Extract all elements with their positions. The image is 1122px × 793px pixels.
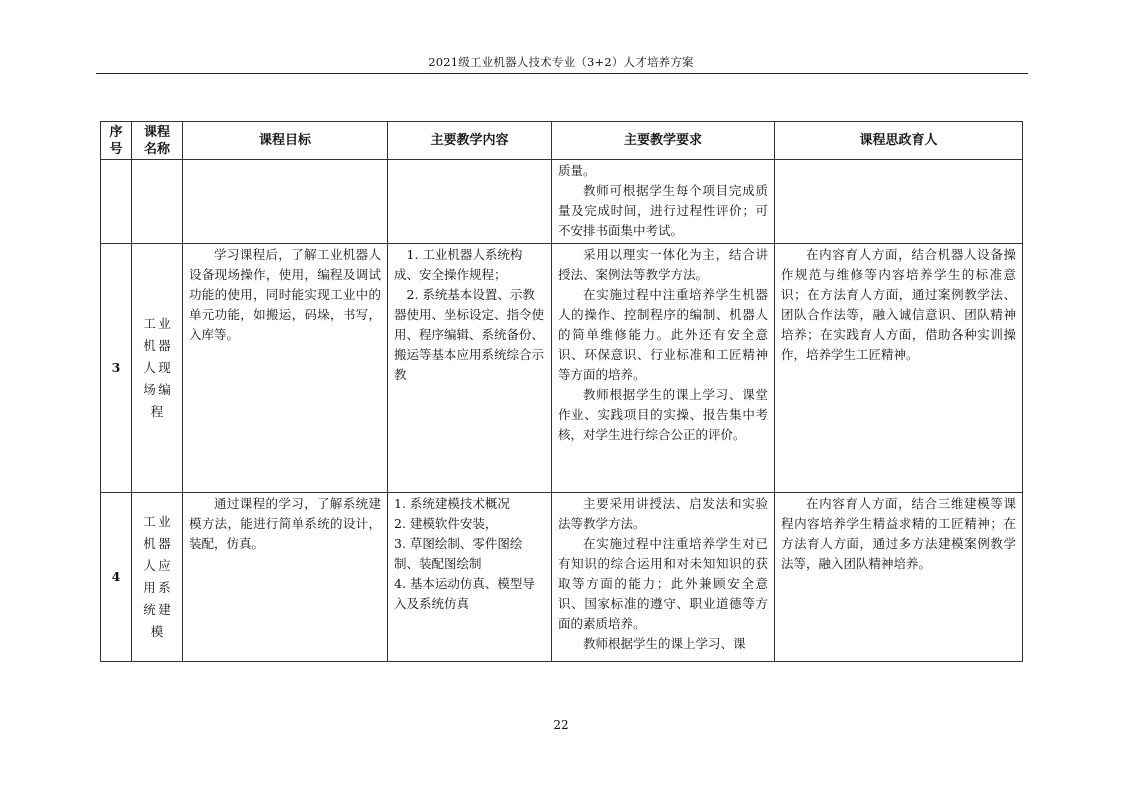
col-header-seq: 序号: [101, 122, 132, 160]
table-row-course-3: [101, 244, 1023, 493]
ideology-text: 在内容育人方面，结合三维建模等课程内容培养学生精益求精的工匠精神；在方法育人方面，通过多方法建模案例教学法等，融入团队精神培养。: [781, 496, 1016, 571]
course-name-char: 应: [158, 558, 171, 573]
document-header-title: 2021级工业机器人技术专业（3+2）人才培养方案: [428, 55, 694, 69]
requirement-paragraph: 采用以理实一体化为主，结合讲授法、案例法等教学方法。: [558, 247, 768, 282]
cell-requirements: [552, 244, 775, 493]
col-header-requirements: 主要教学要求: [552, 122, 775, 160]
requirement-paragraph: 教师可根据学生每个项目完成质量及完成时间，进行过程性评价；可不安排书面集中考试。: [558, 183, 768, 238]
course-name-char: 用: [143, 580, 156, 595]
table-row-course-4: [101, 493, 1023, 662]
cell-objective: [183, 493, 388, 662]
table-row-continued: [101, 160, 1023, 244]
cell-name: [132, 493, 183, 662]
cell-num: [101, 160, 132, 244]
course-name-char: 统: [143, 602, 156, 617]
content-item: 2. 系统基本设置、示教器使用、坐标设定、指令使用、程序编辑、系统备份、搬运等基本应用系统综合示教: [394, 287, 545, 382]
course-name-char: 器: [158, 338, 171, 353]
cell-content: [388, 160, 552, 244]
cell-num: 3: [101, 244, 132, 493]
cell-content: [388, 244, 552, 493]
cell-requirements: [552, 160, 775, 244]
requirement-paragraph: 教师根据学生的课上学习、课: [583, 636, 746, 651]
page-number: 22: [553, 718, 569, 732]
course-name-char: 现: [158, 360, 171, 375]
course-name-vertical: [142, 315, 172, 421]
cell-objective: [183, 244, 388, 493]
course-name-char: 工: [143, 514, 156, 529]
cell-requirements: [552, 493, 775, 662]
requirement-paragraph: 主要采用讲授法、启发法和实验法等教学方法。: [558, 496, 768, 531]
col-header-content: 主要教学内容: [388, 122, 552, 160]
content-item: 3. 草图绘制、零件图绘制、装配图绘制: [394, 536, 523, 571]
requirement-paragraph: 质量。: [558, 163, 596, 178]
col-header-course-name: 课程名称: [132, 122, 183, 160]
cell-num: 4: [101, 493, 132, 662]
cell-name: [132, 160, 183, 244]
requirement-paragraph: 在实施过程中注重培养学生对已有知识的综合运用和对未知知识的获取等方面的能力；此外兼顾安全意识、国家标准的遵守、职业道德等方面的素质培养。: [558, 536, 768, 631]
course-name-char: 系: [158, 580, 171, 595]
course-name-char: 模: [150, 624, 164, 639]
ideology-text: 在内容育人方面，结合机器人设备操作规范与维修等内容培养学生的标准意识；在方法育人方面，通过案例教学法、团队合作法等，融入诚信意识、团队精神培养；在实践育人方面，借助各种实训操作，培养学生工匠精神。: [781, 247, 1016, 362]
cell-ideology: [775, 160, 1023, 244]
content-item: 1. 系统建模技术概况: [394, 496, 510, 511]
header-rule: [96, 73, 1028, 74]
course-name-char: 机: [143, 338, 156, 353]
table-header-row: [101, 122, 1023, 160]
course-name-char: 场: [143, 382, 156, 397]
course-table: [100, 121, 1023, 662]
course-name-vertical: [142, 513, 172, 641]
content-item: 4. 基本运动仿真、模型导入及系统仿真: [394, 576, 535, 611]
cell-name: [132, 244, 183, 493]
course-name-char: 人: [143, 558, 156, 573]
cell-content: [388, 493, 552, 662]
course-name-char: 器: [158, 536, 171, 551]
course-name-char: 业: [158, 514, 171, 529]
course-name-char: 建: [158, 602, 171, 617]
course-name-char: 编: [158, 382, 171, 397]
course-name-char: 业: [158, 316, 171, 331]
cell-objective: [183, 160, 388, 244]
requirement-paragraph: 教师根据学生的课上学习、课堂作业、实践项目的实操、报告集中考核，对学生进行综合公正的评价。: [558, 387, 768, 442]
content-item: 2. 建模软件安装，: [394, 516, 498, 531]
cell-ideology: [775, 493, 1023, 662]
objective-text: 学习课程后，了解工业机器人设备现场操作，使用，编程及调试功能的使用，同时能实现工业中的单元功能，如搬运，码垛，书写，入库等。: [189, 247, 381, 342]
objective-text: 通过课程的学习，了解系统建模方法，能进行简单系统的设计，装配，仿真。: [189, 496, 381, 551]
content-item: 1. 工业机器人系统构成、安全操作规程；: [394, 247, 523, 282]
course-name-char: 工: [143, 316, 156, 331]
course-name-char: 程: [150, 404, 164, 419]
cell-ideology: [775, 244, 1023, 493]
requirement-paragraph: 在实施过程中注重培养学生机器人的操作、控制程序的编制、机器人的简单维修能力。此外还有安全意识、环保意识、行业标准和工匠精神等方面的培养。: [558, 287, 768, 382]
course-name-char: 机: [143, 536, 156, 551]
course-name-char: 人: [143, 360, 156, 375]
col-header-objective: 课程目标: [183, 122, 388, 160]
col-header-ideology: 课程思政育人: [775, 122, 1023, 160]
